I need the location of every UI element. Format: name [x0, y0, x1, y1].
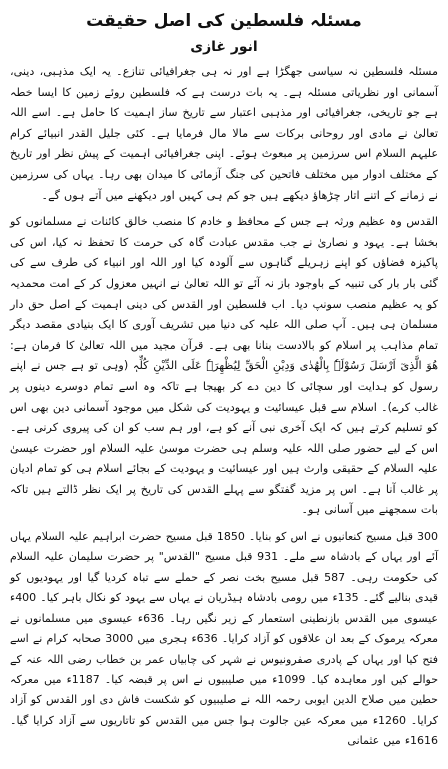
article-author: انور غازی — [190, 39, 258, 55]
paragraph-alquds: القدس وہ عظیم ورثہ ہے جس کے محافظ و خادم کا منصب خالق کائنات نے مسلمانوں کو بخشا ہے۔ یہود و نصاریٰ نے جب مقدس عبادت گاہ کی حرمت کا تحفظ نہ کیا، اس کی پاکیزہ فضاؤں کو اپنے زہریلے گناہوں سے آلودہ کیا اور اللہ اور انبیاء کی طرف سے کی گئی بار بار کی تنبیہ کے باوجود باز نہ آئے تو اللہ تعالیٰ نے انہیں معزول کر کے امت محمدیہ کو یہ عظیم منصب سونپ دیا۔ اب فلسطین اور القدس کی دینی اہمیت کے اصل حق دار مسلمان ہی ہیں۔ آپ صلی اللہ علیہ کی دنیا میں تشریف آوری کا ایک بنیادی مقصد دیگر تمام مذاہب پر اسلام کو بالادست بنانا بھی ہے۔ قرآن مجید میں اللہ تعالیٰ کا فرمان ہے: ھُوَ الَّذِیٓ اَرْسَلَ رَسُوْلَہٗ بِالْھُدٰی وَدِیْنِ الْحَقِّ لِیُظْھِرَہٗ عَلَی الدِّیْنِ کُلِّہٖ (وہی تو ہے جس نے اپنے رسول کو ہدایت اور سچائی کا دین دے کر بھیجا ہے تاکہ وہ اسے تمام دوسرے دینوں پر غالب کرے)۔ اسلام سے قبل عیسائیت و یہودیت کی شکل میں موجود آسمانی دین بھی اس کو تسلیم کرتے ہیں کہ ایک آخری نبی آنے کو ہے، اور ہم سب کو ان کی پیروی کرنی ہے۔ اس کے لیے حضور صلی اللہ علیہ وسلم ہی حضرت موسیٰ علیہ السلام اور حضرت عیسیٰ علیہ السلام کے حقیقی وارث ہیں اور عیسائیت و یہودیت کے بجائے اسلام ہی کو تمام ادیان پر غالب آنا ہے۔ اس پر مزید گفتگو سے پہلے القدس کی تاریخ پر ایک نظر ڈالتے ہیں تاکہ بات سمجھنے میں آسانی ہو۔ — [10, 215, 438, 517]
article-title: مسئلہ فلسطین کی اصل حقیقت — [86, 11, 362, 31]
paragraph-intro: مسئلہ فلسطین نہ سیاسی جھگڑا ہے اور نہ ہی جغرافیائی تنازع۔ یہ ایک مذہبی، دینی، آسمانی اور نظریاتی مسئلہ ہے۔ یہ بات درست ہے کہ فلسطین روئے زمین کا ایسا خطہ ہے جو تاریخی، جغرافیائی اور مذہبی اعتبار سے تاریخ ساز اہمیت کا حامل ہے۔ اسے اللہ تعالیٰ نے مادی اور روحانی برکات سے مالا مال فرمایا ہے۔ کئی جلیل القدر انبیائے کرام علیہم السلام اس سرزمین پر مبعوث ہوئے۔ اپنی جغرافیائی اہمیت کے پیش نظر اور تاریخ کے مختلف ادوار میں مختلف فاتحین کی جنگ آزمائی کا میدان بھی رہا۔ یہاں کی سرزمین نے زمانے کے اتنے اتار چڑھاؤ دیکھے ہیں جو کم ہی کہیں اور دیکھنے میں آتے ہوں گے۔ — [10, 65, 438, 202]
paragraph-history: 300 قبل مسیح کنعانیوں نے اس کو بنایا۔ 1850 قبل مسیح حضرت ابراہیم علیہ السلام یہاں آئے اور یہاں کے بادشاہ سے ملے۔ 931 قبل مسیح "القدس" پر حضرت سلیمان علیہ السلام کی حکومت رہی۔ 587 قبل مسیح بخت نصر کے حملے سے تباہ کردیا گیا اور یہودیوں کو قیدی بنالیے گئے۔ 135ء میں رومی بادشاہ ہیڈریان نے یہاں سے یہود کو نکال باہر کیا۔ 400ء عیسوی میں القدس بازنطینی استعمار کے زیر نگیں رہا۔ 636ء عیسوی میں مسلمانوں نے معرکہ یرموک کے بعد ان علاقوں کو آزاد کرایا۔ 636ء ہجری میں 3000 صحابہ کرام نے اسے فتح کیا اور یہاں کے پادری صفرونیوس نے شہر کی چابیاں عمر بن خطاب رضی اللہ عنہ کے حوالے کیں اور معاہدہ کیا۔ 1099ء میں صلیبیوں نے اس پر قبضہ کیا۔ 1187ء میں معرکہ حطین میں صلاح الدین ایوبی رحمہ اللہ نے صلیبیوں کو شکست فاش دی اور القدس کو آزاد کرایا۔ 1260ء میں معرکہ عین جالوت ہوا جس میں القدس کو تاتاریوں سے آزاد کرایا گیا۔ 1616ء میں عثمانی — [10, 530, 439, 748]
